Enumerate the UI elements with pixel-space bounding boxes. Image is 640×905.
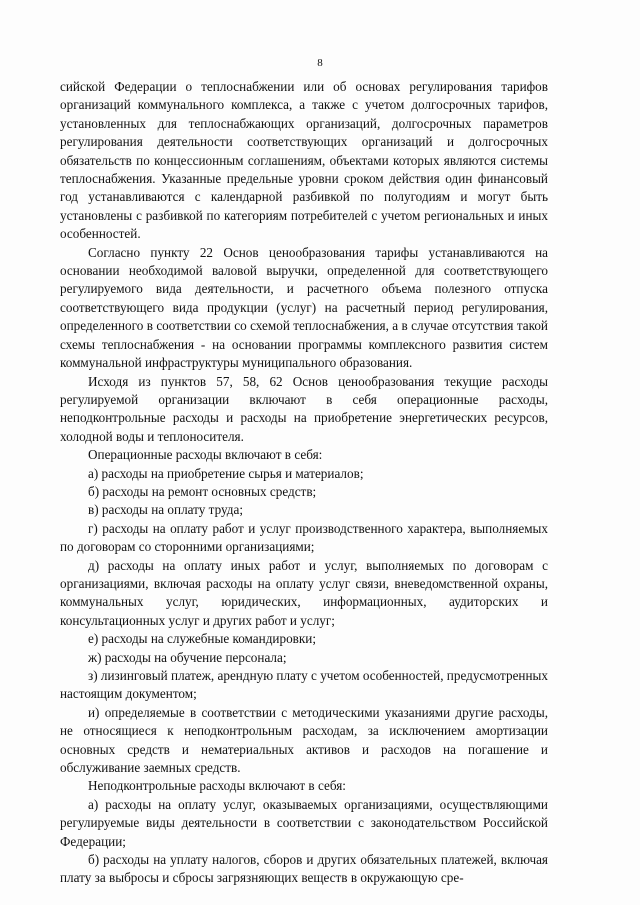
list-item: и) определяемые в соответствии с методическими указаниями другие расходы, не относящиеся к неподконтрольным расходам, за исключением амортизации основных средств и нематериальных активов и расходов на погашение и обслуживание заемных средств. [60,704,548,776]
paragraph-current-expenses: Исходя из пунктов 57, 58, 62 Основ ценообразования текущие расходы регулируемой организации включают в себя операционные расходы, неподконтрольные расходы и расходы на приобретение энергетических ресурсов, холодной воды и теплоносителя. [60,373,548,444]
list-item: з) лизинговый платеж, арендную плату с учетом особенностей, предусмотренных настоящим документом; [60,668,548,702]
list-item: в) расходы на оплату труда; [88,502,243,518]
list-item: б) расходы на уплату налогов, сборов и других обязательных платежей, включая плату за выбросы и сбросы загрязняющих веществ в окружающую сре- [60,852,548,886]
page-number: 8 [317,57,323,69]
paragraph-uncontrolled-expenses-heading: Неподконтрольные расходы включают в себя: [88,778,346,794]
list-item: ж) расходы на обучение персонала; [88,649,287,665]
list-item: б) расходы на ремонт основных средств; [88,483,317,499]
list-item: а) расходы на приобретение сырья и материалов; [88,465,364,481]
paragraph-pricing-basis: Согласно пункту 22 Основ ценообразования тарифы устанавливаются на основании необходимой валовой выручки, определенной для соответствующего регулируемого вида деятельности, и расчетного объема полезного отпуска соответствующего вида продукции (услуг) на расчетный период регулирования, определенного в соответствии со схемой теплоснабжения, а в случае отсутствия такой схемы теплоснабжения - на основании программы комплексного развития систем коммунальной инфраструктуры муниципального образования. [60,244,548,371]
document-body [60,78,548,888]
paragraph-operating-expenses-heading: Операционные расходы включают в себя: [88,447,323,463]
list-item: а) расходы на оплату услуг, оказываемых организациями, осуществляющими регулируемые виды деятельности в соответствии с законодательством Российской Федерации; [60,796,548,849]
list-item: д) расходы на оплату иных работ и услуг, выполняемых по договорам с организациями, включая расходы на оплату услуг связи, вневедомственной охраны, коммунальных услуг, юридических, информационных, аудиторских и консультационных услуг и других работ и услуг; [60,557,548,628]
list-item: г) расходы на оплату работ и услуг производственного характера, выполняемых по договорам со сторонними организациями; [60,520,548,555]
list-item: е) расходы на служебные командировки; [88,631,317,647]
paragraph-continuation: сийской Федерации о теплоснабжении или об основах регулирования тарифов организаций коммунального комплекса, а также с учетом долгосрочных тарифов, установленных для теплоснабжающих организаций, долгосрочных параметров регулирования деятельности соответствующих организаций и долгосрочных обязательств по концессионным соглашениям, объектами которых являются системы теплоснабжения. Указанные предельные уровни сроком действия один финансовый год устанавливаются с календарной разбивкой по полугодиям и могут быть установлены с разбивкой по категориям потребителей с учетом региональных и иных особенностей. [60,79,548,242]
